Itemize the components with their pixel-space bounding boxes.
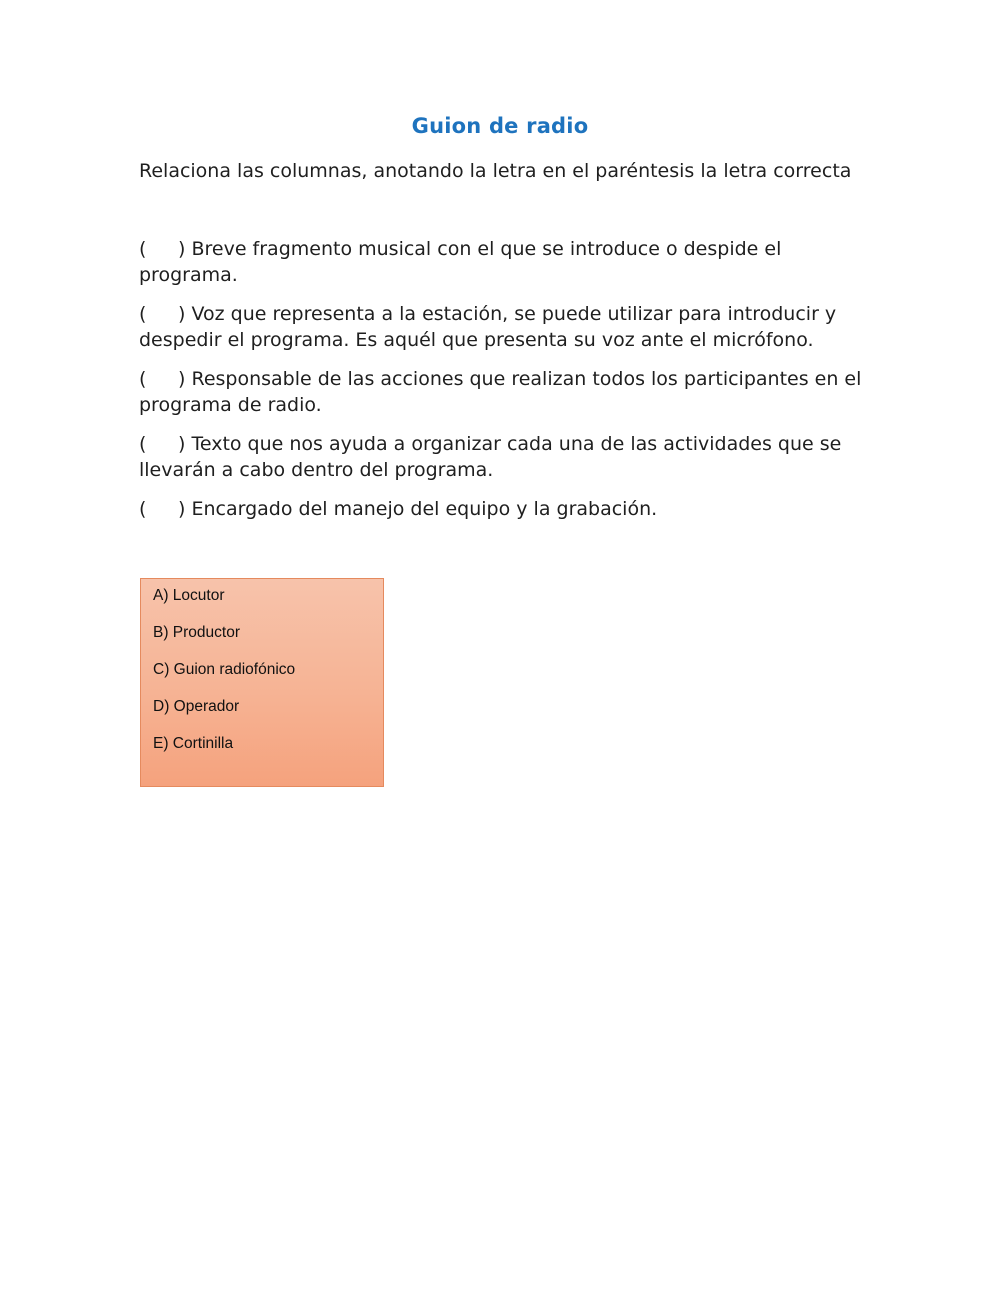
statement-list [139,236,864,535]
statement-item [139,366,864,418]
statement-text: Responsable de las acciones que realizan todos los participantes en el programa de radio. [139,368,862,416]
page-title: Guion de radio [411,114,589,138]
answer-blank-close: ) [178,498,186,520]
answer-blank-open[interactable]: ( [139,303,147,325]
option-c: C) Guion radiofónico [153,661,296,678]
statement-text: Breve fragmento musical con el que se introduce o despide el programa. [139,238,782,286]
statement-item [139,236,864,288]
instructions-text: Relaciona las columnas, anotando la letra en el paréntesis la letra correcta [139,160,852,182]
statement-item [139,301,864,353]
answer-blank-open[interactable]: ( [139,368,147,390]
answer-blank-open[interactable]: ( [139,238,147,260]
option-b: B) Productor [153,624,241,641]
option-a: A) Locutor [153,587,225,604]
answer-blank-close: ) [178,368,186,390]
answer-blank-open[interactable]: ( [139,498,147,520]
answer-blank-close: ) [178,433,186,455]
statement-item [139,496,864,522]
statement-text: Texto que nos ayuda a organizar cada una de las actividades que se llevarán a cabo dentro del programa. [139,433,842,481]
option-e: E) Cortinilla [153,735,234,752]
option-d: D) Operador [153,698,240,715]
options-box [140,578,384,787]
statement-text: Voz que representa a la estación, se puede utilizar para introducir y despedir el programa. Es aquél que presenta su voz ante el micrófono. [139,303,837,351]
answer-blank-close: ) [178,238,186,260]
answer-blank-open[interactable]: ( [139,433,147,455]
answer-blank-close: ) [178,303,186,325]
statement-item [139,431,864,483]
statement-text: Encargado del manejo del equipo y la grabación. [191,498,658,520]
